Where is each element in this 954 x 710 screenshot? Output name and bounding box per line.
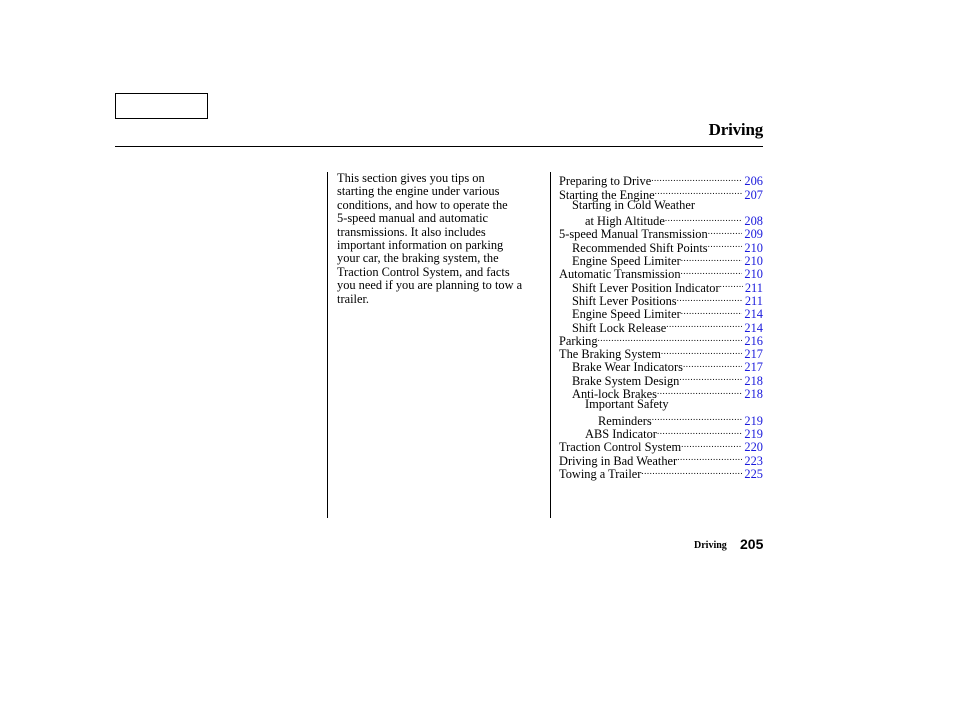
intro-line: you need if you are planning to tow a <box>337 278 523 293</box>
toc-entry-label: ABS Indicator <box>585 426 657 441</box>
toc-leader-dots <box>681 438 742 451</box>
column-divider-left <box>327 172 328 518</box>
toc-entry-label: Starting in Cold Weather <box>572 197 696 212</box>
toc-entry-label: Preparing to Drive <box>559 174 652 189</box>
toc-page-link[interactable]: 223 <box>744 453 763 468</box>
toc-leader-dots <box>677 292 743 305</box>
toc-entry[interactable] <box>559 425 763 441</box>
toc-entry[interactable] <box>559 252 763 269</box>
toc-entry-label: Important Safety <box>585 397 669 412</box>
toc-entry[interactable] <box>559 225 763 242</box>
toc-entry[interactable] <box>559 438 763 455</box>
intro-line: your car, the braking system, the <box>337 251 499 266</box>
toc-page-link[interactable]: 210 <box>744 267 763 282</box>
toc-page-link[interactable]: 210 <box>744 240 763 255</box>
toc-leader-dots <box>681 252 743 265</box>
toc-page-link[interactable]: 214 <box>744 307 763 322</box>
toc-entry-label: Traction Control System <box>559 440 682 455</box>
toc-page-link[interactable]: 217 <box>744 360 763 375</box>
intro-line: trailer. <box>337 291 369 306</box>
toc-entry-label: Anti-lock Brakes <box>572 387 657 402</box>
toc-leader-dots <box>666 318 742 331</box>
intro-line: Traction Control System, and facts <box>337 264 510 279</box>
table-of-contents <box>559 172 763 481</box>
toc-leader-dots <box>683 358 742 371</box>
toc-page-link[interactable]: 211 <box>744 293 763 308</box>
toc-entry[interactable] <box>559 265 763 282</box>
toc-leader-dots <box>677 451 742 464</box>
toc-entry-label: Brake Wear Indicators <box>572 360 683 375</box>
toc-page-link[interactable]: 210 <box>744 254 763 269</box>
toc-page-link[interactable]: 218 <box>744 387 763 402</box>
toc-page-link[interactable]: 219 <box>744 413 763 428</box>
toc-entry-label: Brake System Design <box>572 373 680 388</box>
toc-entry-label: Engine Speed Limiter <box>572 254 681 269</box>
toc-leader-dots <box>657 385 742 398</box>
page-number: 205 <box>740 536 764 552</box>
toc-leader-dots <box>665 212 743 225</box>
column-divider-right <box>550 172 551 518</box>
intro-line: conditions, and how to operate the <box>337 197 508 212</box>
toc-leader-dots <box>661 345 743 358</box>
intro-line: transmissions. It also includes <box>337 224 486 239</box>
toc-entry-label: The Braking System <box>559 347 661 362</box>
toc-page-link[interactable]: 220 <box>744 440 763 455</box>
toc-entry[interactable] <box>559 185 763 202</box>
toc-leader-dots <box>598 332 743 345</box>
toc-entry[interactable] <box>559 411 763 428</box>
toc-page-link[interactable]: 214 <box>744 320 763 335</box>
toc-page-link[interactable]: 208 <box>744 214 763 229</box>
toc-entry[interactable] <box>559 358 763 375</box>
toc-entry[interactable] <box>559 371 763 388</box>
page-title: Driving <box>708 120 763 139</box>
toc-page-link[interactable]: 225 <box>744 466 763 481</box>
intro-line: important information on parking <box>337 238 504 253</box>
toc-entry[interactable] <box>559 318 763 335</box>
toc-leader-dots <box>652 411 743 424</box>
toc-leader-dots <box>681 305 743 318</box>
main-menu-button[interactable] <box>115 93 208 119</box>
toc-leader-dots <box>651 172 742 185</box>
toc-leader-dots <box>641 465 742 478</box>
toc-entry-label: Shift Lever Position Indicator <box>572 280 720 295</box>
toc-page-link[interactable]: 207 <box>744 187 763 202</box>
toc-entry-label: Shift Lock Release <box>572 320 667 335</box>
toc-entry[interactable] <box>559 172 763 189</box>
toc-leader-dots <box>655 185 743 198</box>
toc-entry[interactable] <box>559 451 763 468</box>
intro-paragraph <box>337 172 542 306</box>
toc-entry-label: Towing a Trailer <box>559 466 642 481</box>
toc-entry-label: Recommended Shift Points <box>572 240 708 255</box>
toc-leader-dots <box>708 225 743 238</box>
toc-entry-label: Shift Lever Positions <box>572 293 677 308</box>
toc-page-link[interactable]: 206 <box>744 174 763 189</box>
toc-entry[interactable] <box>559 238 763 255</box>
toc-entry[interactable] <box>559 212 763 229</box>
toc-page-link[interactable]: 216 <box>744 333 763 348</box>
intro-line: 5-speed manual and automatic <box>337 211 489 226</box>
toc-entry-label: Driving in Bad Weather <box>559 453 678 468</box>
toc-leader-dots <box>679 371 742 384</box>
intro-line: This section gives you tips on <box>337 171 485 185</box>
toc-entry[interactable] <box>559 385 763 402</box>
toc-page-link[interactable]: 211 <box>744 280 763 295</box>
footer-section-label: Driving <box>694 540 727 551</box>
toc-entry[interactable] <box>559 345 763 362</box>
toc-entry-label: Automatic Transmission <box>559 267 681 282</box>
toc-entry-label: Parking <box>559 333 598 348</box>
toc-entry[interactable] <box>559 278 763 295</box>
intro-line: starting the engine under various <box>337 184 500 199</box>
toc-leader-dots <box>720 278 743 291</box>
toc-page-link[interactable]: 209 <box>744 227 763 242</box>
toc-entry[interactable] <box>559 292 763 308</box>
toc-entry-label: Engine Speed Limiter <box>572 307 681 322</box>
toc-leader-dots <box>657 425 742 438</box>
toc-entry[interactable] <box>559 332 763 348</box>
toc-leader-dots <box>681 265 743 278</box>
toc-entry-label: Starting the Engine <box>559 187 655 202</box>
toc-entry-label: Reminders <box>598 413 652 428</box>
toc-entry[interactable] <box>559 465 763 481</box>
toc-page-link[interactable]: 217 <box>744 347 763 362</box>
toc-entry[interactable] <box>559 305 763 322</box>
toc-leader-dots <box>708 238 743 251</box>
toc-page-link[interactable]: 219 <box>744 426 763 441</box>
title-divider <box>115 146 763 147</box>
toc-entry-label: 5-speed Manual Transmission <box>559 227 708 242</box>
toc-entry <box>559 199 763 212</box>
toc-entry <box>559 398 763 411</box>
toc-page-link[interactable]: 218 <box>744 373 763 388</box>
toc-entry-label: at High Altitude <box>585 214 665 229</box>
